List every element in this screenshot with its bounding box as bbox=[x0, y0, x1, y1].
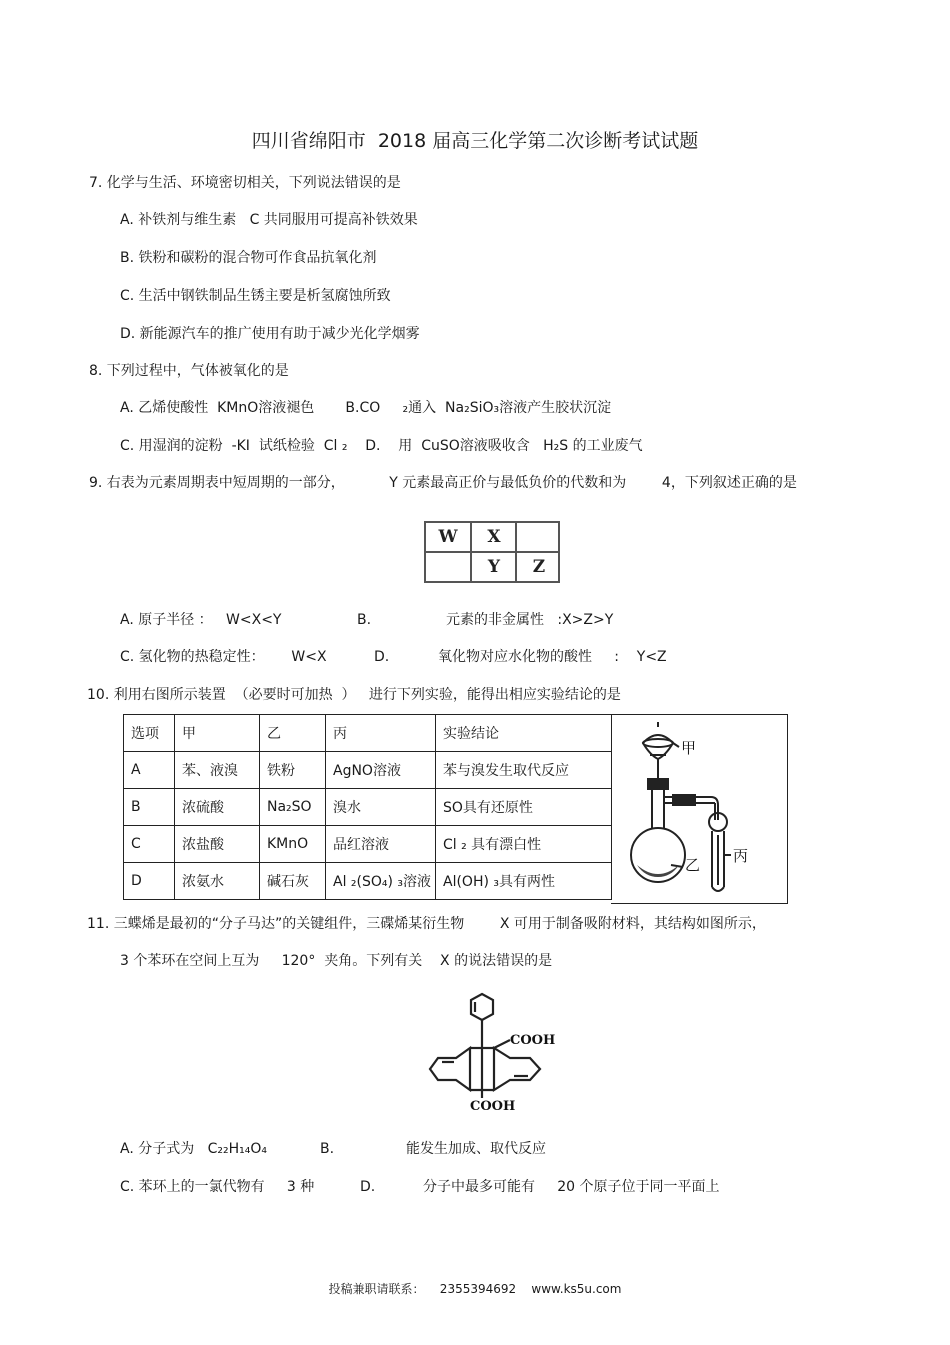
table-cell: AgNO溶液 bbox=[326, 752, 436, 789]
table-cell: Al ₂(SO₄) ₃溶液 bbox=[326, 863, 436, 900]
table-cell: 苯与溴发生取代反应 bbox=[436, 752, 612, 789]
q11-option-c: C. 苯环上的一氯代物有 3 种 bbox=[120, 1179, 315, 1195]
triptycene-drawing bbox=[420, 988, 570, 1118]
table-cell: 苯、液溴 bbox=[175, 752, 260, 789]
table-row bbox=[124, 789, 612, 826]
q9-option-d-text: 氧化物对应水化物的酸性 : Y<Z bbox=[438, 649, 667, 665]
q9-option-a: A. 原子半径 ： W<X<Y bbox=[120, 612, 282, 628]
cell-empty-1 bbox=[517, 523, 561, 552]
cooh-bottom-label: COOH bbox=[470, 1099, 516, 1114]
table-cell: 碱石灰 bbox=[260, 863, 326, 900]
header-conclusion: 实验结论 bbox=[436, 715, 612, 752]
q10-stem: 10. 利用右图所示装置 （必要时可加热 ） 进行下列实验，能得出相应实验结论的是 bbox=[87, 687, 621, 703]
cell-z: Z bbox=[532, 557, 546, 577]
q9-option-b-text: 元素的非金属性 :X>Z>Y bbox=[446, 612, 614, 628]
label-jia: 甲 bbox=[681, 739, 697, 757]
table-cell: Cl ₂ 具有漂白性 bbox=[436, 826, 612, 863]
table-cell: A bbox=[124, 752, 175, 789]
cell-empty-2 bbox=[426, 553, 470, 582]
table-cell: 铁粉 bbox=[260, 752, 326, 789]
table-cell: Na₂SO bbox=[260, 789, 326, 826]
q7-option-c: C. 生活中钢铁制品生锈主要是析氢腐蚀所致 bbox=[120, 288, 391, 304]
table-header-row bbox=[124, 715, 612, 752]
q9-option-d-label: D. bbox=[374, 649, 390, 665]
table-cell: D bbox=[124, 863, 175, 900]
label-bing: 丙 bbox=[733, 847, 749, 865]
apparatus-drawing bbox=[611, 715, 787, 903]
header-yi: 乙 bbox=[260, 715, 326, 752]
q10-table bbox=[123, 714, 612, 900]
table-cell: Al(OH) ₃具有两性 bbox=[436, 863, 612, 900]
q11-option-a: A. 分子式为 C₂₂H₁₄O₄ bbox=[120, 1141, 267, 1157]
q9-option-b-label: B. bbox=[357, 612, 372, 628]
q9-option-c: C. 氢化物的热稳定性： W<X bbox=[120, 649, 327, 665]
page-title: 四川省绵阳市 2018 届高三化学第二次诊断考试试题 bbox=[251, 130, 699, 152]
table-row bbox=[124, 752, 612, 789]
header-jia: 甲 bbox=[175, 715, 260, 752]
q7-option-a: A. 补铁剂与维生素 C 共同服用可提高补铁效果 bbox=[120, 212, 418, 228]
triptycene-structure bbox=[420, 988, 570, 1122]
q8-stem: 8. 下列过程中，气体被氧化的是 bbox=[89, 363, 289, 379]
header-option: 选项 bbox=[124, 715, 175, 752]
q7-option-b: B. 铁粉和碳粉的混合物可作食品抗氧化剂 bbox=[120, 250, 377, 266]
q11-option-b-label: B. bbox=[320, 1141, 335, 1157]
label-yi: 乙 bbox=[685, 856, 701, 874]
cell-w: W bbox=[438, 527, 458, 547]
cooh-top-label: COOH bbox=[510, 1033, 556, 1048]
table-cell: 浓硫酸 bbox=[175, 789, 260, 826]
apparatus-diagram bbox=[611, 714, 788, 904]
q7-option-d: D. 新能源汽车的推广使用有助于减少光化学烟雾 bbox=[120, 326, 420, 342]
table-cell: 浓氨水 bbox=[175, 863, 260, 900]
q11-stem-line1: 11. 三蝶烯是最初的“分子马达”的关键组件，三碟烯某衍生物 X 可用于制备吸附材料，其结构如图所示， bbox=[87, 916, 766, 932]
cell-y: Y bbox=[487, 557, 501, 577]
periodic-table-fragment bbox=[424, 521, 560, 583]
table-cell: 浓盐酸 bbox=[175, 826, 260, 863]
table-cell: B bbox=[124, 789, 175, 826]
q8-options-ab: A. 乙烯使酸性 KMnO溶液褪色 B.CO ₂通入 Na₂SiO₃溶液产生胶状沉淀 bbox=[120, 400, 612, 416]
table-cell: SO具有还原性 bbox=[436, 789, 612, 826]
q11-option-d-label: D. bbox=[360, 1179, 376, 1195]
header-bing: 丙 bbox=[326, 715, 436, 752]
table-cell: 溴水 bbox=[326, 789, 436, 826]
q7-stem: 7. 化学与生活、环境密切相关，下列说法错误的是 bbox=[89, 175, 401, 191]
q8-options-cd: C. 用湿润的淀粉 -KI 试纸检验 Cl ₂ D. 用 CuSO溶液吸收含 H₂S 的工业废气 bbox=[120, 438, 643, 454]
table-cell: KMnO bbox=[260, 826, 326, 863]
footer-contact: 投稿兼职请联系： 2355394692 www.ks5u.com bbox=[328, 1282, 622, 1296]
table-cell: C bbox=[124, 826, 175, 863]
q11-option-b-text: 能发生加成、取代反应 bbox=[406, 1141, 546, 1157]
cell-x: X bbox=[487, 527, 501, 547]
q9-stem: 9. 右表为元素周期表中短周期的一部分， Y 元素最高正价与最低负价的代数和为 4，下列叙述正确的是 bbox=[89, 475, 797, 491]
table-row bbox=[124, 863, 612, 900]
q11-option-d-text: 分子中最多可能有 20 个原子位于同一平面上 bbox=[423, 1179, 720, 1195]
table-row bbox=[124, 826, 612, 863]
q11-stem-line2: 3 个苯环在空间上互为 120° 夹角。下列有关 X 的说法错误的是 bbox=[120, 953, 553, 969]
table-cell: 品红溶液 bbox=[326, 826, 436, 863]
